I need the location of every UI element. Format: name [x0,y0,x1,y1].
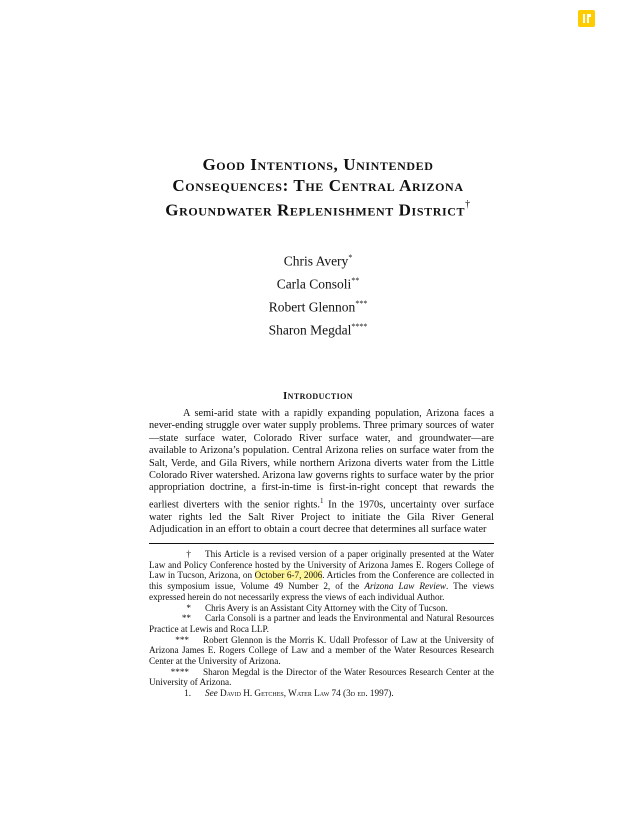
author-list [80,246,556,338]
author-footnote-mark[interactable]: ** [351,276,360,285]
title-footnote-mark[interactable]: † [465,199,471,210]
author-consoli: Carla Consoli** [276,276,360,292]
footnote-ref-1[interactable]: 1 [320,496,324,505]
footnote-mark: ** [181,613,191,624]
section-heading: Introduction [283,390,353,402]
footnote-consoli: ** Carla Consoli is a partner and leads the Environmental and Natural Resources Practice at Lewis and Roca LLP. [149,613,494,634]
footnote-mark: † [186,549,191,559]
footnote-mark: 1. [184,688,191,699]
footnote-dagger: † This Article is a revised version of a paper originally presented at the Water Law and Policy Conference hosted by the University of Arizona James E. Rogers College of Law in Tucson, Arizona, on October 6-7, 2006. Articles from the Conference are collected in this symposium issue, Volume 49 Number 2, of the Arizona Law Review. The views expressed herein do not necessarily express the views of each individual Author. [149,549,494,602]
cited-author: David H. Getches [220,688,284,699]
author-megdal: Sharon Megdal**** [268,322,368,338]
footnote-megdal: **** Sharon Megdal is the Director of the Water Resources Research Center at the University of Arizona. [149,666,494,688]
author-avery: Chris Avery* [283,253,353,269]
footnote-mark: * [186,602,191,613]
author-footnote-mark[interactable]: * [348,253,353,262]
title-line-1: Good Intentions, Unintended [202,155,434,174]
footnotes [149,549,494,699]
journal-name: Arizona Law Review [364,581,446,592]
title-line-2: Consequences: The Central Arizona [172,176,464,195]
author-footnote-mark[interactable]: *** [355,299,368,308]
highlighted-date[interactable]: October 6-7, 2006 [254,570,323,581]
footnote-mark: **** [170,666,189,677]
article-title [80,154,556,221]
bookmark-icon[interactable] [578,10,595,27]
footnote-avery: * Chris Avery is an Assistant City Attorney with the City of Tucson. [149,603,494,614]
intro-paragraph: A semi-arid state with a rapidly expanding population, Arizona faces a never-ending struggle over water supply problems. Three primary sources of water—state surface water, Colorado River surface water, and groundwater—are available to Arizona’s population. Central Arizona relies on surface water from the Salt, Verde, and Gila Rivers, while northern Arizona diverts water from the Little Colorado River watershed. Arizona law governs rights to surface water by the prior appropriation doctrine, a first-in-time is first-in-right concept that rewards the earliest diverters with the senior rights.$^1$ In the 1970s, uncertainty over surface water rights led the Salt River Project to initiate the Gila River General Adjudication in an effort to obtain a court decree that determines all surface water [149,408,494,536]
footnote-divider [149,543,494,544]
author-glennon: Robert Glennon*** [268,299,368,315]
title-line-3: Groundwater Replenishment District† [165,199,471,220]
footnote-mark: *** [175,634,189,645]
footnote-glennon: *** Robert Glennon is the Morris K. Udall Professor of Law at the University of Arizona James E. Rogers College of Law and a member of the Water Resources Research Center at the University of Arizona. [149,634,494,667]
author-footnote-mark[interactable]: **** [351,322,368,331]
footnote-1: 1. See David H. Getches, Water Law 74 (3d ed. 1997). [149,688,494,699]
